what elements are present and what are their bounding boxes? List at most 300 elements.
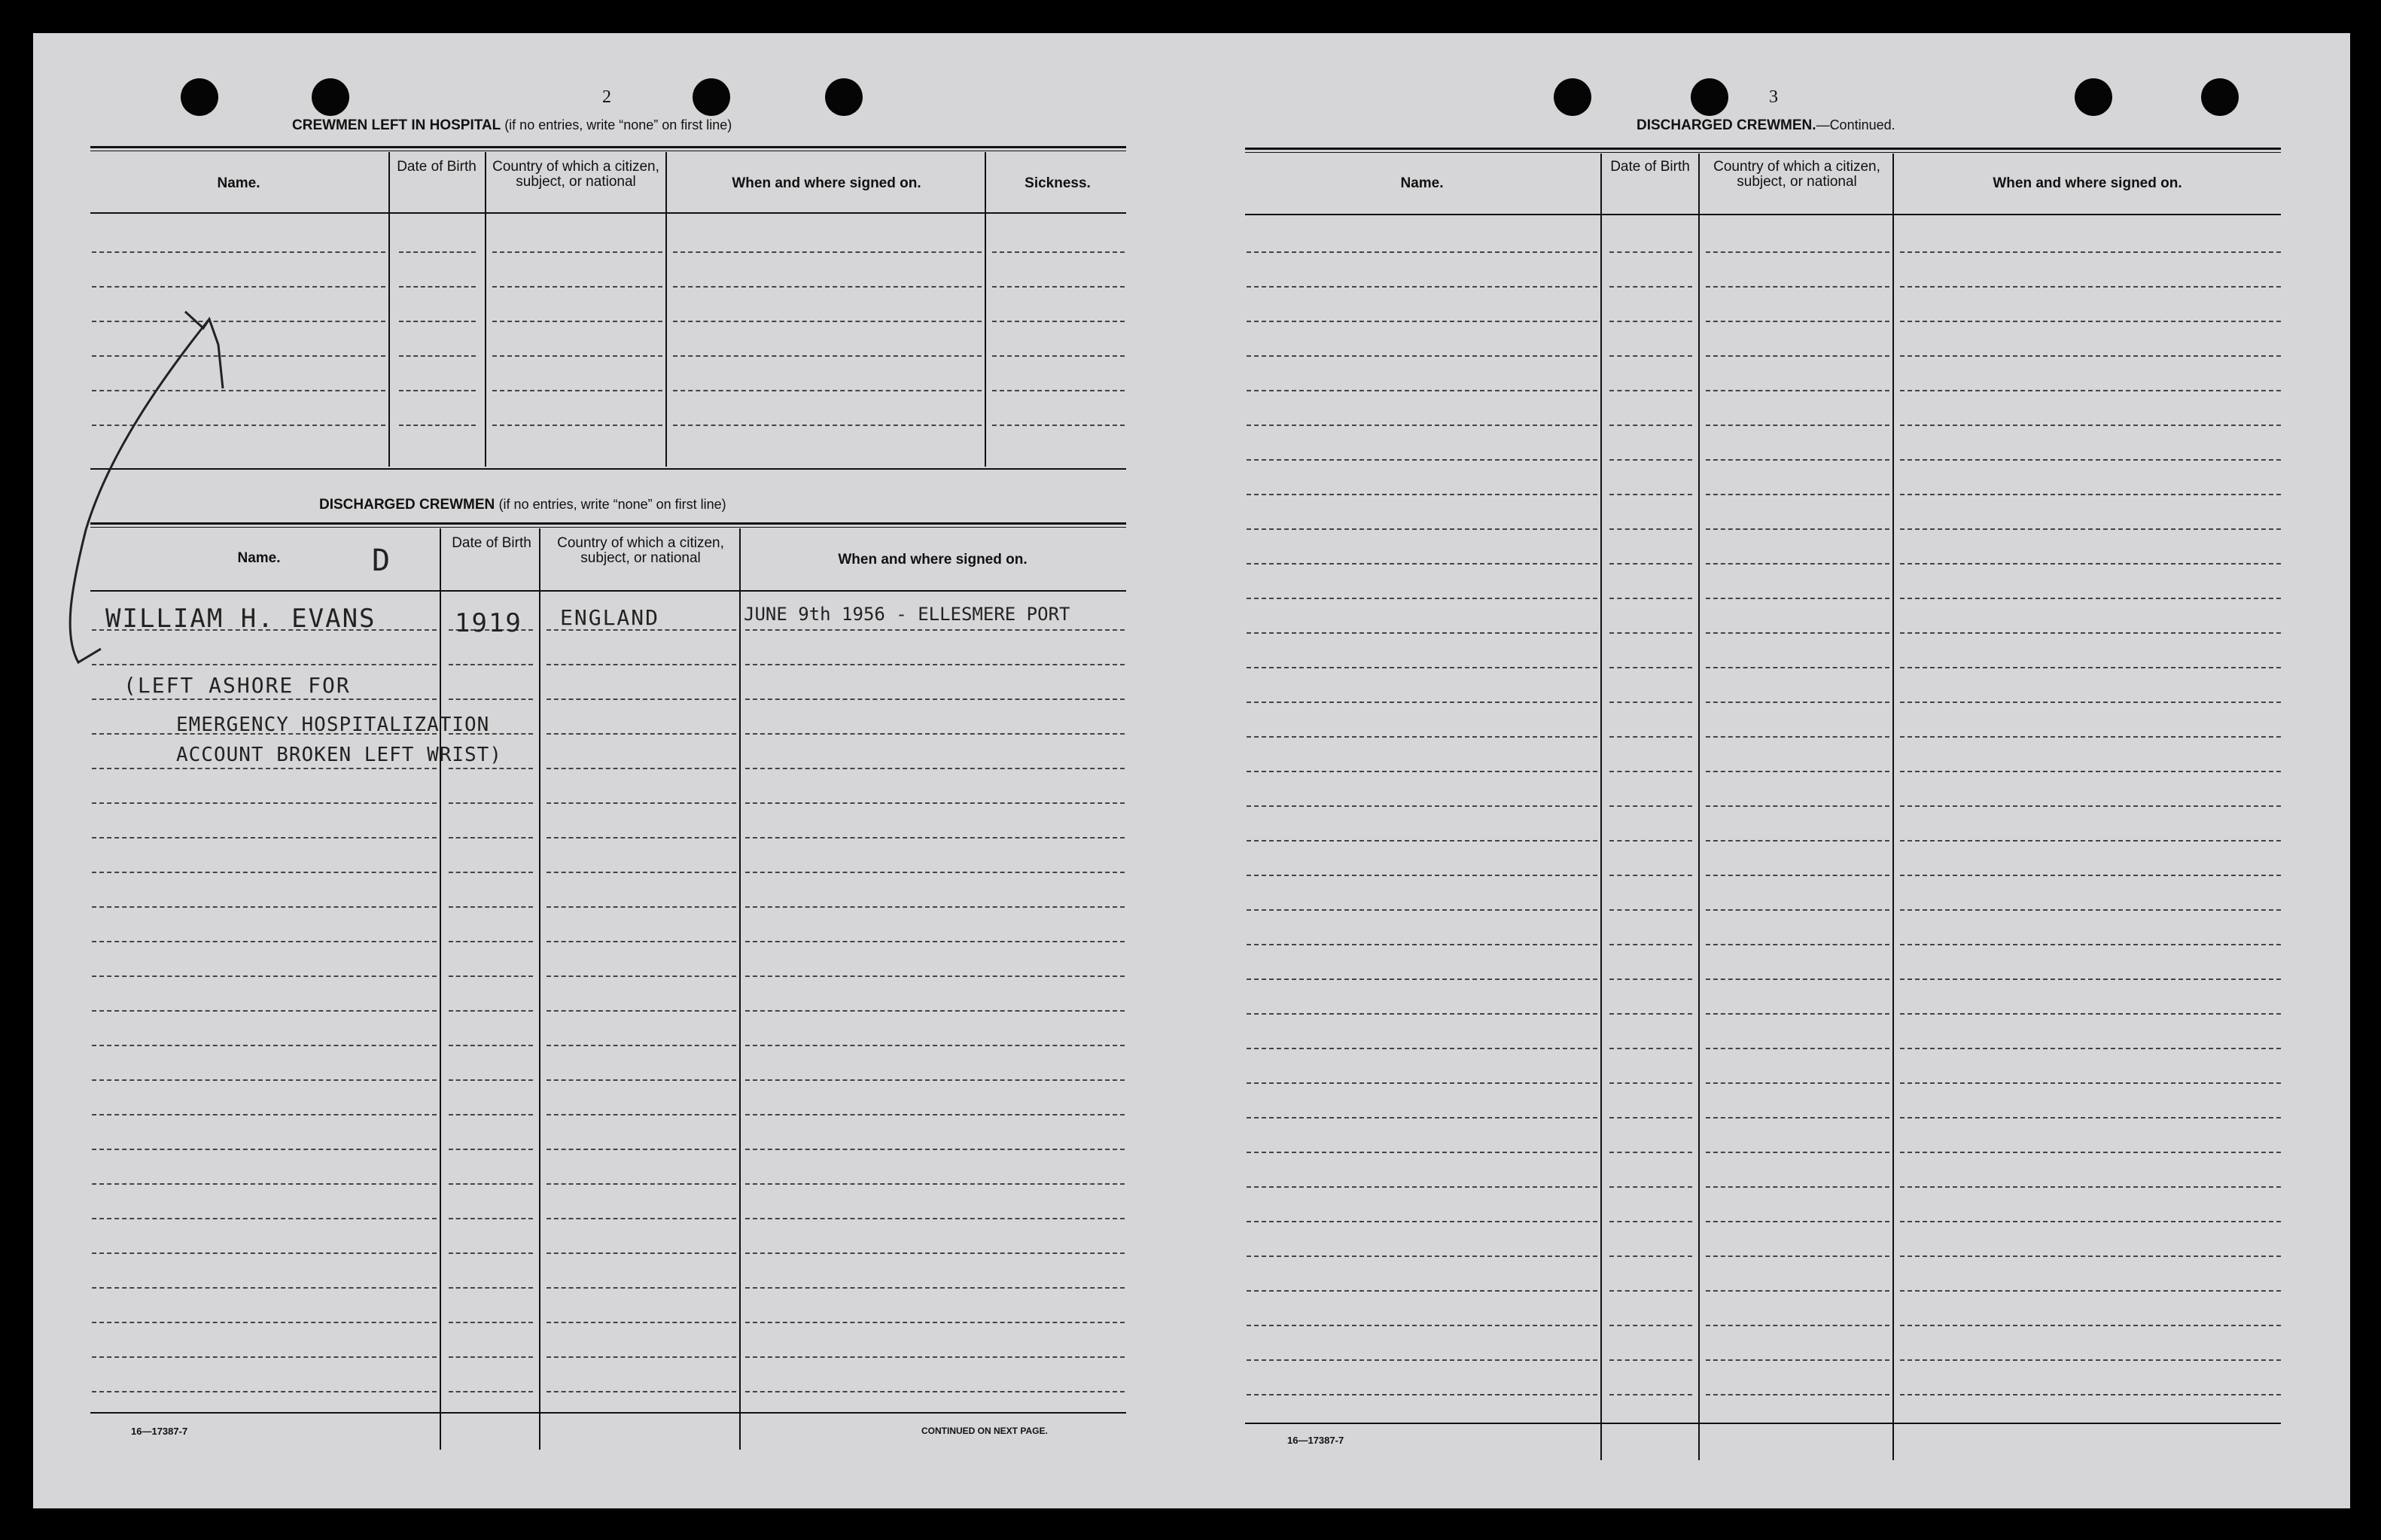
entry-line — [1900, 425, 2281, 426]
entry-line — [1900, 667, 2281, 668]
entry-line — [1706, 840, 1889, 842]
entry-line — [449, 1356, 533, 1358]
hospital-section-title: CREWMEN LEFT IN HOSPITAL (if no entries, write “none” on first line) — [292, 117, 732, 133]
entry-birth: 1919 — [455, 608, 522, 638]
entry-line — [1247, 909, 1597, 911]
entry-line — [92, 251, 385, 253]
entry-line — [547, 1356, 736, 1358]
entry-line — [449, 975, 533, 977]
entry-line — [1247, 1255, 1597, 1257]
entry-line — [1609, 978, 1692, 980]
entry-line — [1900, 1013, 2281, 1015]
entry-line — [92, 1322, 437, 1323]
continued-note: CONTINUED ON NEXT PAGE. — [921, 1426, 1048, 1436]
entry-line — [1247, 1325, 1597, 1326]
entry-line — [547, 1010, 736, 1012]
entry-line — [1706, 1048, 1889, 1049]
entry-line — [745, 1322, 1125, 1323]
entry-line — [1247, 563, 1597, 565]
entry-line — [92, 1391, 437, 1392]
entry-line — [745, 941, 1125, 942]
entry-line — [449, 664, 533, 665]
col-signed-on: When and where signed on. — [732, 175, 921, 191]
entry-line — [1609, 1152, 1692, 1153]
rule — [90, 212, 1126, 214]
entry-line — [1247, 771, 1597, 772]
entry-line — [1706, 736, 1889, 738]
entry-line — [492, 286, 662, 288]
entry-line — [1609, 528, 1692, 530]
entry-line — [1609, 286, 1692, 288]
entry-line — [1609, 771, 1692, 772]
entry-line — [1706, 944, 1889, 945]
entry-line — [745, 1149, 1125, 1150]
entry-line — [92, 1356, 437, 1358]
entry-country: ENGLAND — [560, 605, 660, 630]
entry-line — [1706, 805, 1889, 807]
entry-line — [992, 286, 1125, 288]
entry-line — [745, 975, 1125, 977]
entry-line — [547, 698, 736, 700]
entry-line — [1247, 1152, 1597, 1153]
entry-line — [1247, 1117, 1597, 1118]
entry-line — [1900, 355, 2281, 357]
entry-line — [449, 1252, 533, 1254]
entry-line — [1706, 390, 1889, 391]
entry-line — [1900, 978, 2281, 980]
entry-line — [492, 355, 662, 357]
entry-line — [547, 1287, 736, 1289]
col-name: Name. — [1400, 175, 1444, 191]
punch-hole — [312, 78, 349, 116]
entry-line — [449, 698, 533, 700]
entry-line — [992, 425, 1125, 426]
entry-line — [1247, 840, 1597, 842]
rule — [1245, 152, 2281, 153]
entry-line — [492, 425, 662, 426]
entry-line — [1900, 251, 2281, 253]
entry-line — [1247, 1013, 1597, 1015]
entry-line — [1706, 355, 1889, 357]
entry-line — [992, 251, 1125, 253]
entry-line — [745, 698, 1125, 700]
entry-line — [1609, 1394, 1692, 1395]
document-sheet — [33, 33, 2350, 1508]
entry-line — [1247, 944, 1597, 945]
entry-line — [547, 1114, 736, 1115]
entry-line — [1247, 390, 1597, 391]
entry-line — [492, 251, 662, 253]
entry-line — [399, 251, 476, 253]
entry-line — [1706, 494, 1889, 495]
entry-line — [92, 1079, 437, 1081]
entry-line — [449, 1045, 533, 1046]
entry-line — [1900, 1290, 2281, 1292]
column-rule — [388, 152, 390, 467]
entry-line — [1247, 355, 1597, 357]
entry-line — [92, 872, 437, 873]
entry-line — [1900, 459, 2281, 461]
form-number: 16—17387-7 — [131, 1426, 188, 1437]
entry-line — [1609, 1048, 1692, 1049]
entry-signed-on: JUNE 9th 1956 - ELLESMERE PORT — [744, 604, 1070, 625]
entry-line — [92, 975, 437, 977]
entry-line — [399, 286, 476, 288]
col-date-of-birth: Date of Birth — [397, 159, 477, 175]
entry-line — [1706, 321, 1889, 322]
entry-line — [1609, 598, 1692, 599]
entry-line — [449, 1149, 533, 1150]
entry-line — [1900, 494, 2281, 495]
entry-line — [1609, 390, 1692, 391]
punch-hole — [2075, 78, 2112, 116]
entry-line — [1247, 632, 1597, 634]
handwritten-arrow — [48, 289, 244, 680]
entry-line — [745, 1045, 1125, 1046]
entry-line — [1706, 875, 1889, 876]
col-sickness: Sickness. — [1025, 175, 1091, 191]
entry-line — [1900, 1255, 2281, 1257]
entry-line — [92, 286, 385, 288]
entry-line — [449, 872, 533, 873]
entry-line — [1900, 805, 2281, 807]
entry-line — [1609, 425, 1692, 426]
col-date-of-birth: Date of Birth — [1610, 159, 1690, 175]
entry-line — [1900, 944, 2281, 945]
entry-line — [547, 733, 736, 735]
entry-line — [1609, 1082, 1692, 1084]
entry-line — [1706, 1117, 1889, 1118]
entry-line — [745, 1218, 1125, 1219]
entry-line — [1900, 909, 2281, 911]
entry-line — [1247, 425, 1597, 426]
column-rule — [739, 528, 741, 1450]
entry-line — [1900, 321, 2281, 322]
punch-hole — [2201, 78, 2239, 116]
entry-line — [92, 906, 437, 908]
entry-line — [1706, 909, 1889, 911]
entry-line — [1900, 598, 2281, 599]
rule — [1245, 1423, 2281, 1424]
entry-line — [1609, 1117, 1692, 1118]
entry-line — [1706, 1152, 1889, 1153]
column-rule — [1698, 154, 1700, 1460]
column-rule — [1892, 154, 1894, 1460]
entry-line — [1706, 1359, 1889, 1361]
punch-hole — [181, 78, 218, 116]
entry-line — [547, 837, 736, 838]
entry-line — [1706, 702, 1889, 703]
col-signed-on: When and where signed on. — [838, 552, 1028, 568]
punch-hole — [825, 78, 863, 116]
entry-line — [1247, 1221, 1597, 1222]
column-rule — [539, 528, 540, 1450]
entry-line — [449, 1183, 533, 1185]
rule — [90, 1412, 1126, 1414]
entry-line — [1609, 909, 1692, 911]
entry-line — [1706, 978, 1889, 980]
entry-line — [1706, 1082, 1889, 1084]
entry-line — [92, 768, 437, 769]
entry-line — [1609, 667, 1692, 668]
entry-line — [1247, 459, 1597, 461]
entry-line — [1706, 1221, 1889, 1222]
entry-line — [547, 664, 736, 665]
entry-line — [92, 941, 437, 942]
entry-line — [1609, 1221, 1692, 1222]
entry-line — [1609, 1325, 1692, 1326]
rule — [90, 468, 1126, 470]
entry-line — [399, 355, 476, 357]
entry-line — [92, 1218, 437, 1219]
entry-line — [1900, 286, 2281, 288]
entry-line — [1247, 736, 1597, 738]
entry-line — [92, 1114, 437, 1115]
entry-remark-line: EMERGENCY HOSPITALIZATION — [176, 714, 490, 736]
entry-line — [547, 872, 736, 873]
entry-line — [1247, 1394, 1597, 1395]
entry-line — [1900, 1186, 2281, 1188]
punch-hole — [1691, 78, 1728, 116]
entry-line — [399, 425, 476, 426]
entry-line — [1247, 528, 1597, 530]
form-number: 16—17387-7 — [1287, 1435, 1344, 1446]
entry-line — [1247, 598, 1597, 599]
column-rule — [985, 152, 986, 467]
entry-line — [449, 1114, 533, 1115]
entry-line — [1900, 1359, 2281, 1361]
left-page — [33, 33, 1192, 1508]
entry-line — [1900, 1082, 2281, 1084]
entry-line — [1609, 736, 1692, 738]
entry-line — [1609, 321, 1692, 322]
entry-line — [745, 1079, 1125, 1081]
entry-line — [1900, 1117, 2281, 1118]
entry-line — [745, 629, 1125, 631]
entry-line — [992, 321, 1125, 322]
entry-line — [1706, 1290, 1889, 1292]
entry-line — [1706, 286, 1889, 288]
entry-line — [1706, 425, 1889, 426]
entry-line — [1900, 1325, 2281, 1326]
entry-line — [547, 975, 736, 977]
entry-line — [1247, 1082, 1597, 1084]
entry-line — [1900, 1152, 2281, 1153]
col-name: Name. — [217, 175, 260, 191]
entry-line — [1900, 528, 2281, 530]
entry-line — [1706, 598, 1889, 599]
entry-line — [492, 321, 662, 322]
entry-line — [745, 802, 1125, 804]
entry-line — [1900, 632, 2281, 634]
entry-line — [92, 1149, 437, 1150]
entry-line — [547, 1149, 736, 1150]
entry-line — [449, 906, 533, 908]
entry-line — [745, 1252, 1125, 1254]
col-country: Country of which a citizen, subject, or national — [557, 535, 724, 566]
rule — [90, 590, 1126, 592]
entry-line — [992, 390, 1125, 391]
entry-line — [92, 1287, 437, 1289]
entry-line — [547, 768, 736, 769]
entry-line — [547, 906, 736, 908]
entry-line — [745, 1114, 1125, 1115]
entry-line — [547, 1252, 736, 1254]
rule — [1245, 148, 2281, 150]
entry-line — [1706, 667, 1889, 668]
entry-line — [1706, 459, 1889, 461]
discharged-section-title: DISCHARGED CREWMEN (if no entries, write “none” on first line) — [319, 497, 726, 513]
entry-line — [745, 1287, 1125, 1289]
page-number: 3 — [1769, 87, 1778, 107]
entry-line — [1247, 1290, 1597, 1292]
entry-line — [1706, 251, 1889, 253]
entry-line — [1609, 805, 1692, 807]
entry-line — [547, 1391, 736, 1392]
entry-line — [1706, 1325, 1889, 1326]
entry-line — [1247, 702, 1597, 703]
entry-line — [449, 1218, 533, 1219]
rule — [1245, 214, 2281, 215]
entry-line — [492, 390, 662, 391]
entry-line — [1247, 805, 1597, 807]
punch-hole — [693, 78, 730, 116]
entry-line — [1247, 1359, 1597, 1361]
entry-remark-line: ACCOUNT BROKEN LEFT WRIST) — [176, 744, 502, 766]
entry-line — [92, 837, 437, 838]
entry-line — [547, 1183, 736, 1185]
entry-name: WILLIAM H. EVANS — [105, 604, 376, 634]
entry-line — [547, 1322, 736, 1323]
entry-line — [449, 837, 533, 838]
handwritten-mark: D — [372, 543, 392, 578]
entry-line — [92, 1045, 437, 1046]
entry-line — [1900, 840, 2281, 842]
discharged-continued-title: DISCHARGED CREWMEN.—Continued. — [1637, 117, 1895, 133]
column-rule — [485, 152, 486, 467]
entry-line — [1609, 355, 1692, 357]
entry-line — [745, 1183, 1125, 1185]
entry-line — [1900, 702, 2281, 703]
page-number: 2 — [602, 87, 611, 107]
entry-line — [745, 768, 1125, 769]
entry-line — [673, 390, 982, 391]
entry-line — [745, 906, 1125, 908]
entry-line — [1609, 944, 1692, 945]
entry-line — [673, 355, 982, 357]
entry-line — [547, 1045, 736, 1046]
entry-line — [449, 1079, 533, 1081]
entry-line — [1706, 1186, 1889, 1188]
entry-line — [745, 872, 1125, 873]
entry-line — [1609, 1186, 1692, 1188]
entry-line — [745, 1010, 1125, 1012]
entry-line — [449, 1322, 533, 1323]
entry-line — [1706, 1255, 1889, 1257]
entry-line — [399, 390, 476, 391]
entry-line — [745, 664, 1125, 665]
entry-line — [1706, 632, 1889, 634]
entry-line — [745, 837, 1125, 838]
entry-line — [1900, 390, 2281, 391]
entry-line — [745, 1356, 1125, 1358]
entry-line — [449, 1010, 533, 1012]
entry-line — [92, 698, 437, 700]
col-date-of-birth: Date of Birth — [452, 535, 531, 551]
entry-line — [1247, 1186, 1597, 1188]
entry-line — [1900, 1221, 2281, 1222]
column-rule — [1600, 154, 1602, 1460]
entry-line — [1247, 251, 1597, 253]
entry-line — [1247, 875, 1597, 876]
entry-line — [673, 251, 982, 253]
entry-line — [1609, 1290, 1692, 1292]
entry-line — [1609, 632, 1692, 634]
entry-line — [1900, 875, 2281, 876]
rule — [90, 146, 1126, 148]
entry-line — [547, 802, 736, 804]
right-page — [1207, 33, 2350, 1508]
entry-line — [1706, 528, 1889, 530]
entry-line — [1609, 494, 1692, 495]
entry-line — [1247, 667, 1597, 668]
entry-line — [1247, 494, 1597, 495]
entry-line — [1609, 563, 1692, 565]
entry-line — [92, 802, 437, 804]
entry-line — [547, 1079, 736, 1081]
entry-line — [1900, 736, 2281, 738]
col-signed-on: When and where signed on. — [1993, 175, 2182, 191]
entry-line — [449, 802, 533, 804]
entry-line — [1247, 286, 1597, 288]
entry-line — [992, 355, 1125, 357]
entry-line — [449, 1391, 533, 1392]
entry-line — [1609, 840, 1692, 842]
entry-line — [1900, 771, 2281, 772]
entry-line — [1247, 1048, 1597, 1049]
entry-line — [92, 1252, 437, 1254]
column-rule — [665, 152, 667, 467]
entry-line — [745, 733, 1125, 735]
entry-line — [547, 941, 736, 942]
entry-line — [1609, 459, 1692, 461]
entry-line — [449, 768, 533, 769]
entry-line — [1609, 875, 1692, 876]
entry-line — [1900, 563, 2281, 565]
entry-line — [92, 1183, 437, 1185]
punch-hole — [1554, 78, 1591, 116]
entry-line — [1706, 563, 1889, 565]
entry-line — [1609, 702, 1692, 703]
entry-line — [449, 1287, 533, 1289]
entry-line — [547, 1218, 736, 1219]
entry-line — [399, 321, 476, 322]
entry-line — [1706, 771, 1889, 772]
entry-line — [1900, 1048, 2281, 1049]
entry-line — [673, 286, 982, 288]
entry-line — [1609, 1255, 1692, 1257]
col-name: Name. — [237, 550, 281, 566]
entry-line — [1609, 1013, 1692, 1015]
entry-line — [449, 941, 533, 942]
entry-line — [673, 321, 982, 322]
entry-line — [1247, 978, 1597, 980]
entry-remark-line: (LEFT ASHORE FOR — [123, 673, 351, 698]
column-rule — [440, 528, 441, 1450]
entry-line — [1609, 251, 1692, 253]
entry-line — [1706, 1394, 1889, 1395]
entry-line — [745, 1391, 1125, 1392]
